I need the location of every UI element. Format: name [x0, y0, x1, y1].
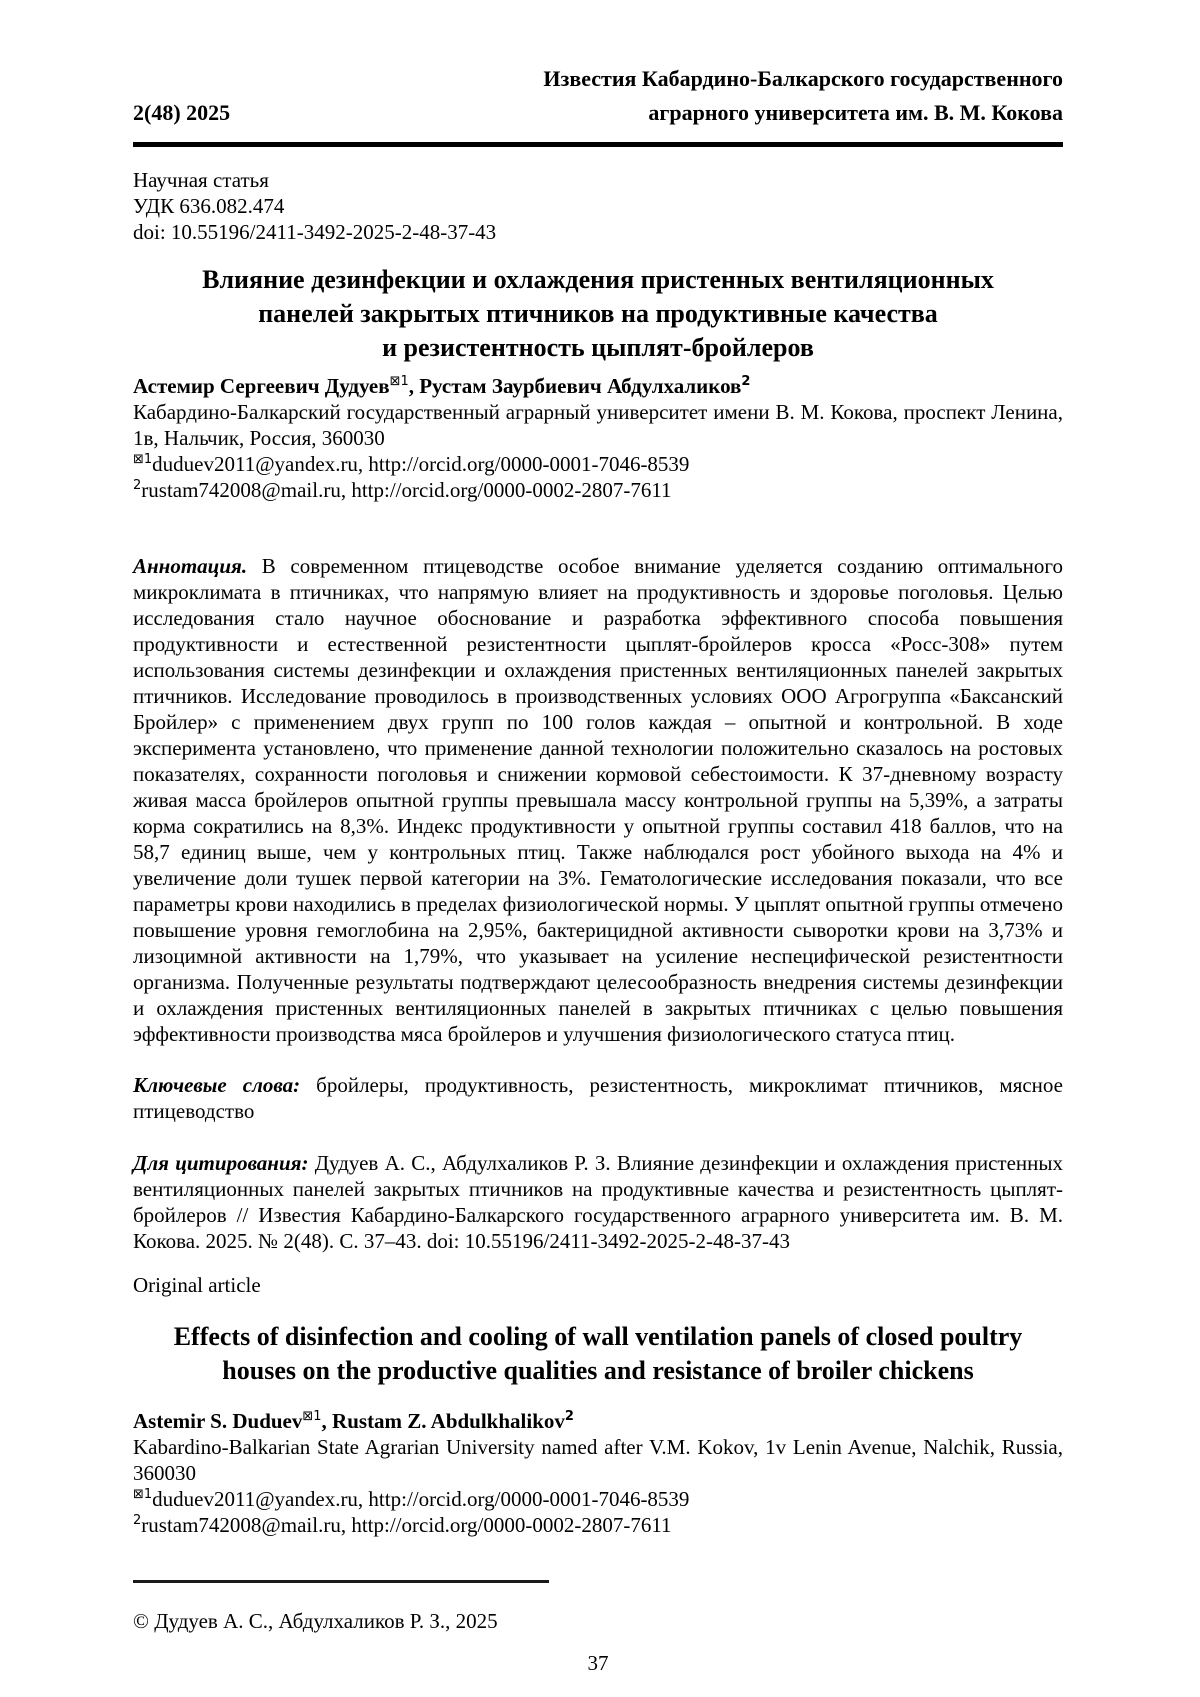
copyright-line: © Дудуев А. С., Абдулхаликов Р. З., 2025: [133, 1609, 498, 1633]
doi-line: doi: 10.55196/2411-3492-2025-2-48-37-43: [133, 220, 497, 244]
page-header: [133, 62, 1063, 130]
udc-code: УДК 636.082.474: [133, 194, 285, 218]
contact-en-2-superscript: 2: [133, 1513, 142, 1528]
contact-ru-1-text: duduev2011@yandex.ru, http://orcid.org/0000-0001-7046-8539: [152, 452, 690, 476]
contact-en-2-text: rustam742008@mail.ru, http://orcid.org/0000-0002-2807-7611: [141, 1513, 672, 1537]
article-type-en: Original article: [133, 1273, 261, 1297]
title-ru-line3: и резистентность цыплят-бройлеров: [382, 333, 814, 362]
title-ru-line1: Влияние дезинфекции и охлаждения пристенных вентиляционных: [202, 265, 994, 294]
affiliation-ru: Кабардино-Балкарский государственный аграрный университет имени В. М. Кокова, проспект Ленина, 1в, Нальчик, Россия, 360030: [133, 400, 1063, 450]
footnote-rule: [133, 1580, 549, 1583]
contact-en-2: [133, 1512, 1063, 1538]
article-meta: [133, 167, 1063, 245]
author-ru-1: Астемир Сергеевич Дудуев: [133, 374, 390, 398]
issue-number: 2(48) 2025: [133, 100, 231, 125]
keywords-text: бройлеры, продуктивность, резистентность, микроклимат птичников, мясное птицеводство: [133, 1073, 1063, 1123]
title-en-line2: houses on the productive qualities and resistance of broiler chickens: [222, 1356, 974, 1385]
authors-ru: [133, 373, 1063, 399]
abstract-text: В современном птицеводстве особое внимание уделяется созданию оптимального микроклимата в птичниках, что напрямую влияет на продуктивность и здоровье поголовья. Целью исследования стало научное обоснование и разработка эффективного способа повышения продуктивности и естественной резистентности цыплят-бройлеров кросса «Росс-308» путем использования системы дезинфекции и охлаждения пристенных вентиляционных панелей закрытых птичников. Исследование проводилось в производственных условиях ООО Агрогруппа «Баксанский Бройлер» с применением двух групп по 100 голов каждая – опытной и контрольной. В ходе эксперимента установлено, что применение данной технологии положительно сказалось на ростовых показателях, сохранности поголовья и снижении кормовой себестоимости. К 37-дневному возрасту живая масса бройлеров опытной группы превышала массу контрольной группы на 5,39%, а затраты корма сократились на 8,3%. Индекс продуктивности у опытной группы составил 418 баллов, что на 58,7 единиц выше, чем у контрольных птиц. Также наблюдался рост убойного выхода на 4% и увеличение доли тушек первой категории на 3%. Гематологические исследования показали, что все параметры крови находились в пределах физиологической нормы. У цыплят опытной группы отмечено повышение уровня гемоглобина на 2,95%, бактерицидной активности сыворотки крови на 3,73% и лизоцимной активности на 1,79%, что указывает на усиление неспецифической резистентности организма. Полученные результаты подтверждают целесообразность внедрения системы дезинфекции и охлаждения пристенных вентиляционных панелей в закрытых птичниках с целью повышения эффективности производства мяса бройлеров и улучшения физиологического статуса птиц.: [133, 554, 1063, 1046]
envelope-icon: ⊠1: [133, 1487, 153, 1502]
author-en-2: Rustam Z. Abdulkhalikov: [332, 1409, 565, 1433]
title-ru-line2: панелей закрытых птичников на продуктивные качества: [258, 299, 938, 328]
citation-label: Для цитирования:: [133, 1151, 309, 1175]
envelope-icon: ⊠1: [302, 1409, 322, 1424]
article-title-ru: [133, 263, 1063, 365]
authors-en-separator: ,: [321, 1409, 333, 1433]
article-title-en: [133, 1320, 1063, 1388]
keywords-label: Ключевые слова:: [133, 1073, 301, 1097]
abstract-label: Аннотация.: [133, 554, 248, 578]
contact-en-1-text: duduev2011@yandex.ru, http://orcid.org/0000-0001-7046-8539: [152, 1487, 690, 1511]
abstract: [133, 553, 1063, 1047]
title-en-line1: Effects of disinfection and cooling of wall ventilation panels of closed poultry: [173, 1322, 1023, 1351]
header-rule: [133, 142, 1063, 147]
contact-ru-2-text: rustam742008@mail.ru, http://orcid.org/0000-0002-2807-7611: [141, 478, 672, 502]
page-number: 37: [587, 1651, 609, 1675]
authors-separator: ,: [408, 374, 420, 398]
author-ru-2: Рустам Заурбиевич Абдулхаликов: [419, 374, 742, 398]
affiliation-en: Kabardino-Balkarian State Agrarian University named after V.M. Kokov, 1v Lenin Avenue, Nalchik, Russia, 360030: [133, 1435, 1063, 1485]
author-ru-2-superscript: 2: [741, 374, 751, 389]
authors-en: [133, 1408, 1063, 1434]
envelope-icon: ⊠1: [133, 452, 153, 467]
journal-name-line2: аграрного университета им. В. М. Кокова: [648, 100, 1063, 125]
contact-ru-1: [133, 451, 1063, 477]
article-type-ru: Научная статья: [133, 168, 269, 192]
author-en-2-superscript: 2: [564, 1409, 574, 1424]
citation: [133, 1150, 1063, 1254]
contact-ru-2: [133, 477, 1063, 503]
contact-ru-2-superscript: 2: [133, 478, 142, 493]
contact-en-1: [133, 1486, 1063, 1512]
author-en-1: Astemir S. Duduev: [133, 1409, 303, 1433]
journal-name: [543, 62, 1063, 130]
citation-text: Дудуев А. С., Абдулхаликов Р. З. Влияние дезинфекции и охлаждения пристенных вентиляционных панелей закрытых птичников на продуктивные качества и резистентность цыплят-бройлеров // Известия Кабардино-Балкарского государственного аграрного университета им. В. М. Кокова. 2025. № 2(48). С. 37–43. doi: 10.55196/2411-3492-2025-2-48-37-43: [133, 1151, 1063, 1253]
keywords: [133, 1072, 1063, 1124]
envelope-icon: ⊠1: [389, 374, 409, 389]
journal-name-line1: Известия Кабардино-Балкарского государственного: [543, 66, 1063, 91]
